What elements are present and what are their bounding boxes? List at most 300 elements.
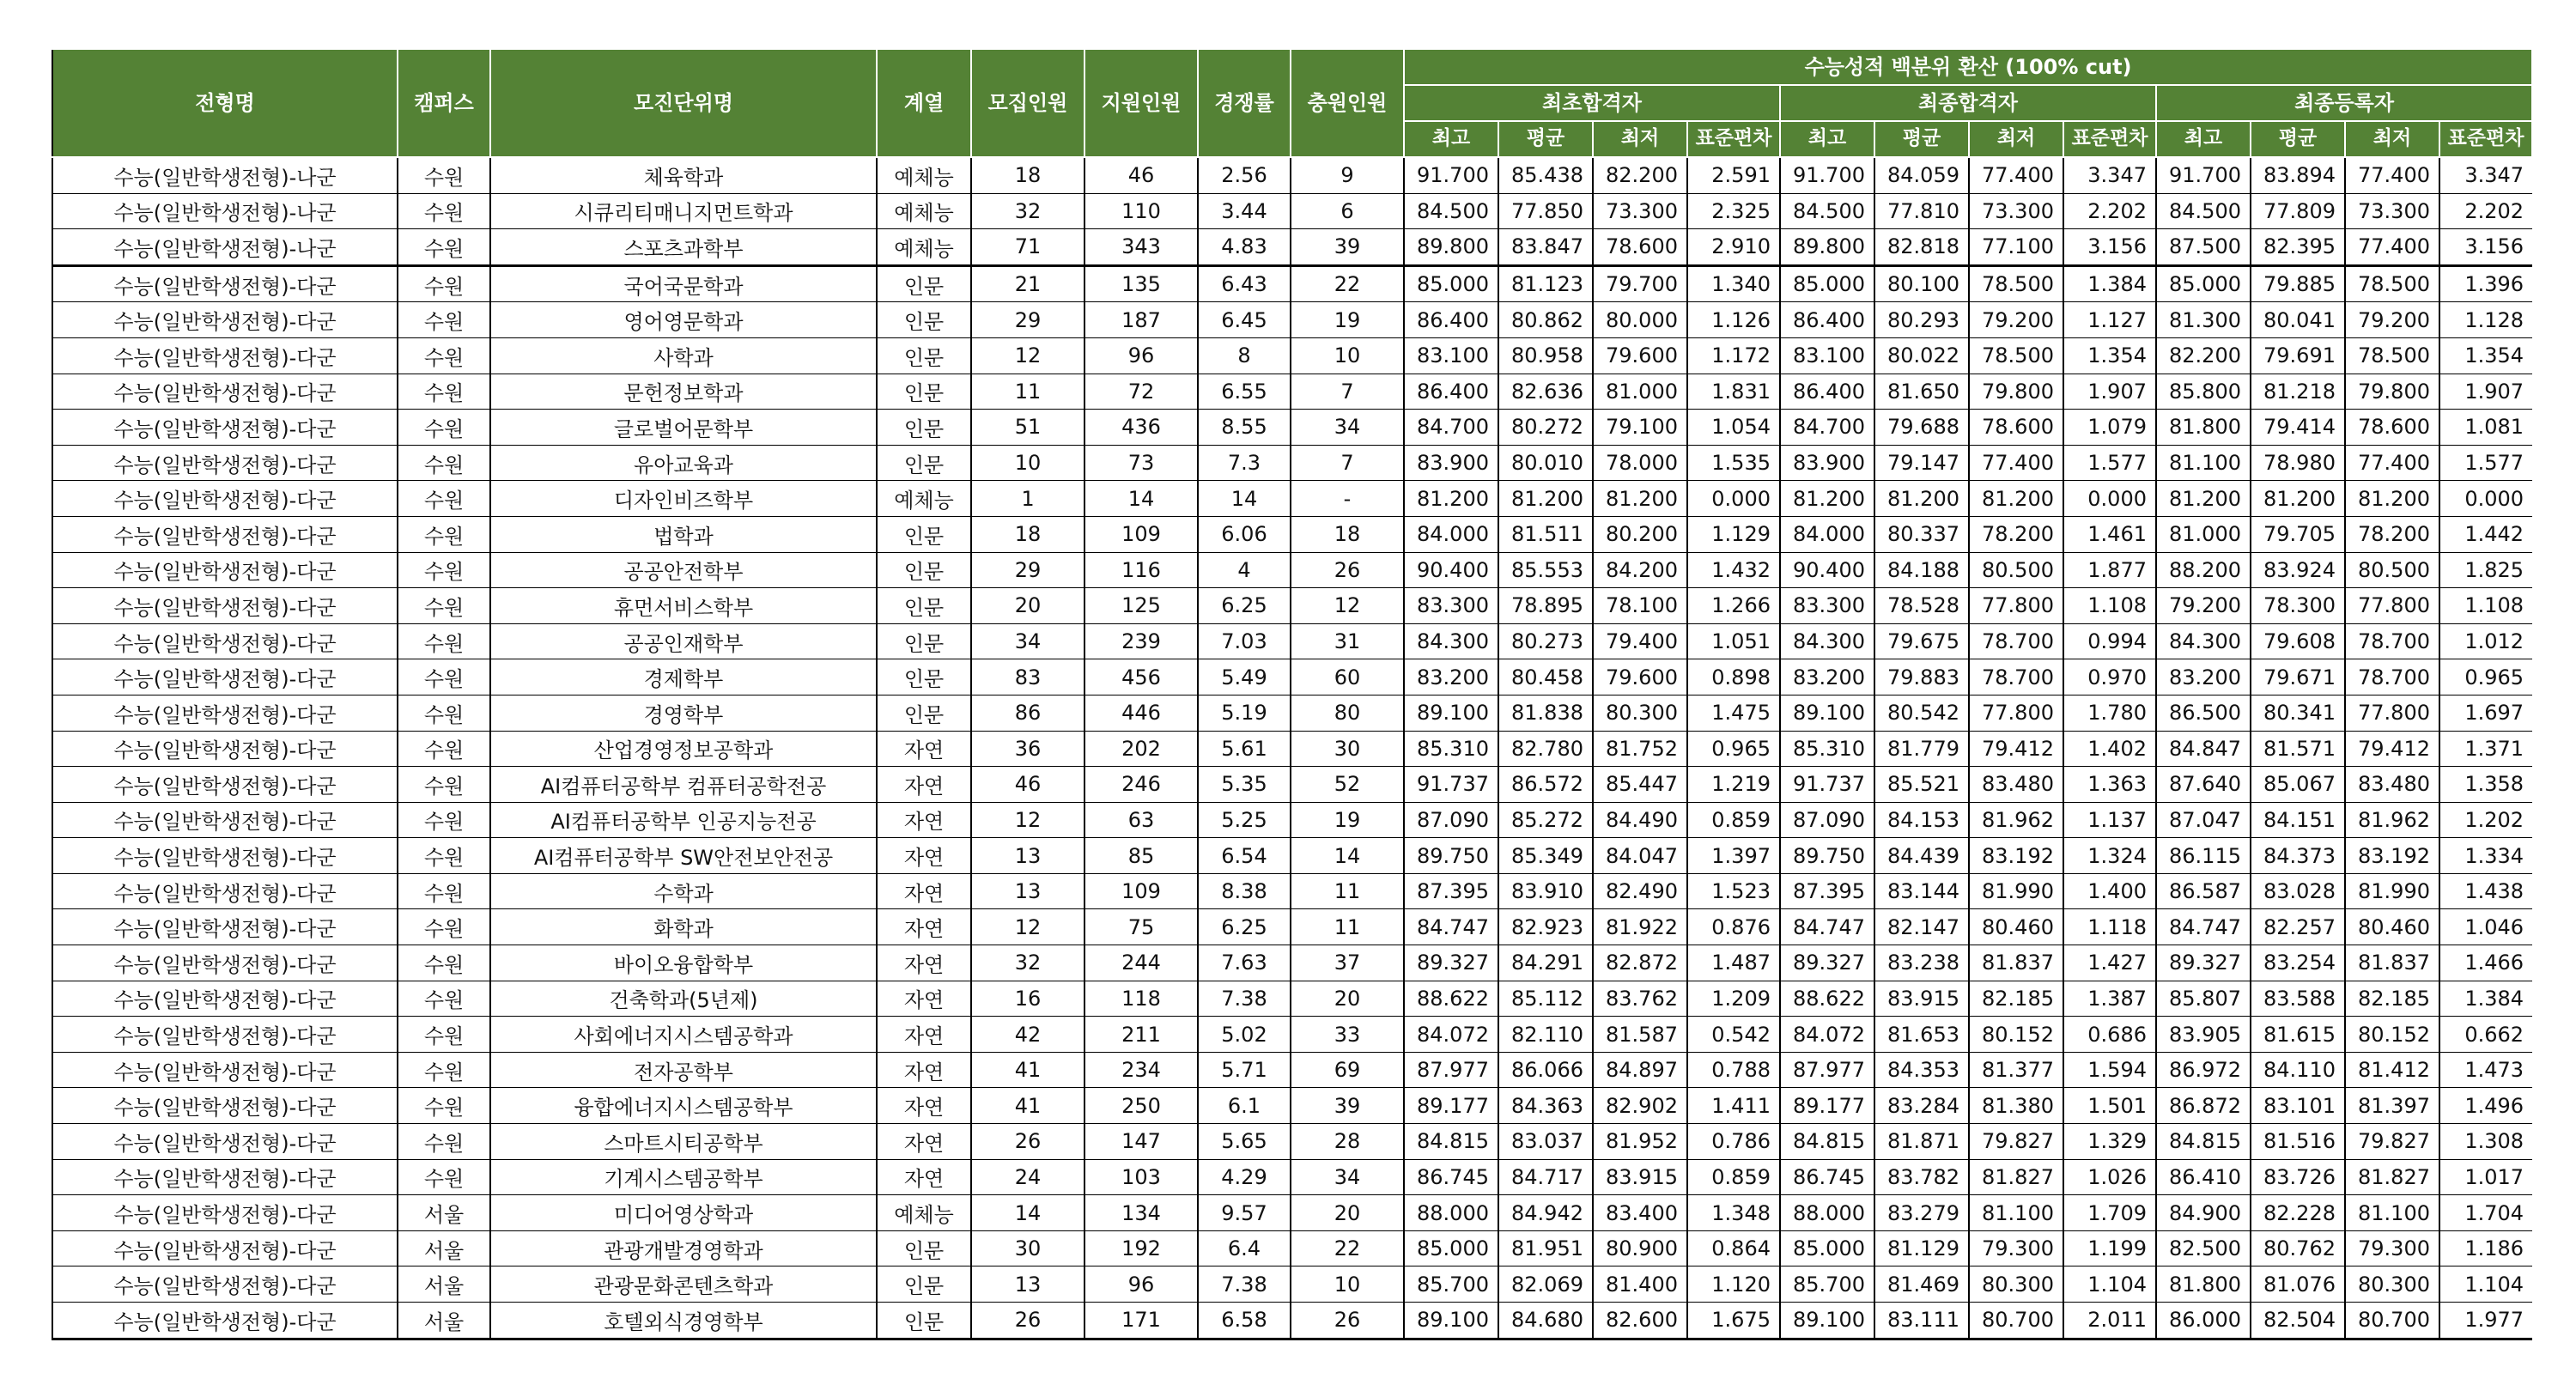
cell-score: 79.412: [1969, 731, 2063, 767]
cell-score: 84.000: [1404, 516, 1498, 552]
cell-score: 1.334: [2439, 838, 2532, 874]
cell-type: 수능(일반학생전형)-다군: [52, 552, 398, 588]
cell-extra: 28: [1291, 1124, 1404, 1160]
cell-score: 1.907: [2063, 374, 2156, 410]
table-row: [52, 374, 2532, 410]
cell-score: 80.500: [2345, 552, 2439, 588]
cell-score: 78.700: [2345, 623, 2439, 659]
cell-score: 81.511: [1498, 516, 1593, 552]
table-row: [52, 873, 2532, 909]
cell-ratio: 5.71: [1198, 1052, 1291, 1088]
cell-campus: 수원: [398, 410, 490, 446]
cell-quota: 12: [971, 909, 1084, 945]
cell-campus: 수원: [398, 552, 490, 588]
cell-type: 수능(일반학생전형)-다군: [52, 1052, 398, 1088]
table-row: [52, 588, 2532, 624]
cell-score: 80.272: [1498, 410, 1593, 446]
cell-unit: 수학과: [490, 873, 877, 909]
cell-score: 85.310: [1404, 731, 1498, 767]
cell-score: 85.000: [1404, 265, 1498, 302]
cell-score: 85.000: [2156, 265, 2251, 302]
cell-score: 1.411: [1687, 1088, 1780, 1124]
cell-score: 85.807: [2156, 981, 2251, 1017]
cell-score: 85.700: [1780, 1266, 1874, 1303]
cell-score: 82.200: [2156, 337, 2251, 374]
cell-score: 81.990: [2345, 873, 2439, 909]
table-row: [52, 157, 2532, 193]
header-stat-min: 최저: [1969, 121, 2063, 157]
cell-score: 0.000: [1687, 481, 1780, 517]
cell-score: 81.100: [1969, 1195, 2063, 1231]
cell-score: 81.587: [1593, 1017, 1687, 1053]
cell-ratio: 5.02: [1198, 1017, 1291, 1053]
cell-score: 81.123: [1498, 265, 1593, 302]
cell-score: 80.300: [1593, 695, 1687, 731]
cell-quota: 11: [971, 374, 1084, 410]
cell-score: 2.325: [1687, 193, 1780, 229]
table-row: [52, 229, 2532, 266]
cell-ratio: 7.38: [1198, 981, 1291, 1017]
cell-score: 88.200: [2156, 552, 2251, 588]
cell-extra: 34: [1291, 1159, 1404, 1195]
cell-quota: 34: [971, 623, 1084, 659]
cell-score: 84.153: [1874, 802, 1969, 838]
cell-score: 77.800: [2345, 695, 2439, 731]
cell-field: 자연: [877, 1124, 971, 1160]
cell-campus: 수원: [398, 945, 490, 981]
cell-score: 83.915: [1593, 1159, 1687, 1195]
cell-score: 81.200: [1498, 481, 1593, 517]
cell-score: 83.900: [1780, 445, 1874, 481]
cell-score: 81.952: [1593, 1124, 1687, 1160]
cell-unit: 산업경영정보공학과: [490, 731, 877, 767]
cell-field: 자연: [877, 873, 971, 909]
cell-score: 0.864: [1687, 1230, 1780, 1266]
cell-score: 1.108: [2439, 588, 2532, 624]
cell-score: 83.192: [2345, 838, 2439, 874]
cell-score: 79.827: [2345, 1124, 2439, 1160]
cell-score: 85.067: [2251, 767, 2345, 803]
cell-score: 83.300: [1404, 588, 1498, 624]
cell-score: 86.500: [2156, 695, 2251, 731]
cell-score: 89.177: [1404, 1088, 1498, 1124]
cell-score: 78.200: [1969, 516, 2063, 552]
cell-score: 1.371: [2439, 731, 2532, 767]
cell-score: 84.047: [1593, 838, 1687, 874]
cell-score: 86.400: [1404, 374, 1498, 410]
cell-score: 84.200: [1593, 552, 1687, 588]
cell-field: 인문: [877, 516, 971, 552]
cell-score: 0.786: [1687, 1124, 1780, 1160]
cell-quota: 12: [971, 337, 1084, 374]
cell-type: 수능(일반학생전형)-다군: [52, 731, 398, 767]
table-row: [52, 945, 2532, 981]
cell-score: 83.144: [1874, 873, 1969, 909]
cell-score: 84.300: [1780, 623, 1874, 659]
cell-score: 86.000: [2156, 1303, 2251, 1339]
cell-field: 예체능: [877, 229, 971, 266]
cell-campus: 수원: [398, 838, 490, 874]
cell-quota: 29: [971, 302, 1084, 338]
cell-field: 인문: [877, 552, 971, 588]
cell-score: 78.700: [2345, 659, 2439, 696]
cell-score: 83.100: [1404, 337, 1498, 374]
cell-score: 0.000: [2063, 481, 2156, 517]
table-row: [52, 337, 2532, 374]
header-ratio: 경쟁률: [1198, 49, 1291, 157]
cell-score: 84.353: [1874, 1052, 1969, 1088]
cell-score: 81.650: [1874, 374, 1969, 410]
cell-score: 84.500: [1780, 193, 1874, 229]
cell-type: 수능(일반학생전형)-다군: [52, 945, 398, 981]
cell-score: 85.310: [1780, 731, 1874, 767]
cell-score: 84.847: [2156, 731, 2251, 767]
table-row: [52, 623, 2532, 659]
cell-extra: 14: [1291, 838, 1404, 874]
cell-campus: 수원: [398, 374, 490, 410]
cell-score: 81.300: [2156, 302, 2251, 338]
cell-field: 자연: [877, 981, 971, 1017]
cell-score: 79.412: [2345, 731, 2439, 767]
cell-applicants: 109: [1084, 873, 1198, 909]
cell-field: 인문: [877, 659, 971, 696]
cell-score: 83.480: [1969, 767, 2063, 803]
cell-unit: 관광문화콘텐츠학과: [490, 1266, 877, 1303]
cell-unit: AI컴퓨터공학부 컴퓨터공학전공: [490, 767, 877, 803]
cell-score: 87.977: [1780, 1052, 1874, 1088]
cell-score: 81.377: [1969, 1052, 2063, 1088]
header-score-group: 수능성적 백분위 환산 (100% cut): [1404, 49, 2532, 85]
cell-field: 자연: [877, 1088, 971, 1124]
cell-score: 81.827: [2345, 1159, 2439, 1195]
cell-score: 81.000: [2156, 516, 2251, 552]
cell-score: 83.894: [2251, 157, 2345, 193]
cell-applicants: 239: [1084, 623, 1198, 659]
cell-applicants: 75: [1084, 909, 1198, 945]
cell-score: 1.128: [2439, 302, 2532, 338]
cell-score: 81.837: [1969, 945, 2063, 981]
cell-score: 1.877: [2063, 552, 2156, 588]
cell-score: 83.480: [2345, 767, 2439, 803]
cell-quota: 16: [971, 981, 1084, 1017]
cell-score: 83.254: [2251, 945, 2345, 981]
cell-score: 85.447: [1593, 767, 1687, 803]
cell-ratio: 8.55: [1198, 410, 1291, 446]
cell-ratio: 3.44: [1198, 193, 1291, 229]
cell-extra: 11: [1291, 873, 1404, 909]
cell-unit: 유아교육과: [490, 445, 877, 481]
cell-quota: 20: [971, 588, 1084, 624]
cell-applicants: 246: [1084, 767, 1198, 803]
cell-applicants: 103: [1084, 1159, 1198, 1195]
cell-score: 79.671: [2251, 659, 2345, 696]
cell-quota: 32: [971, 193, 1084, 229]
cell-score: 78.980: [2251, 445, 2345, 481]
cell-score: 79.700: [1593, 265, 1687, 302]
cell-score: 85.112: [1498, 981, 1593, 1017]
cell-score: 81.653: [1874, 1017, 1969, 1053]
header-stat-avg: 평균: [2251, 121, 2345, 157]
cell-score: 1.438: [2439, 873, 2532, 909]
cell-ratio: 8.38: [1198, 873, 1291, 909]
cell-extra: 12: [1291, 588, 1404, 624]
cell-extra: -: [1291, 481, 1404, 517]
cell-score: 1.535: [1687, 445, 1780, 481]
cell-score: 84.900: [2156, 1195, 2251, 1231]
cell-score: 78.895: [1498, 588, 1593, 624]
cell-score: 82.923: [1498, 909, 1593, 945]
header-group-registered: 최종등록자: [2156, 85, 2532, 121]
cell-score: 1.199: [2063, 1230, 2156, 1266]
cell-score: 78.600: [1593, 229, 1687, 266]
cell-ratio: 4.29: [1198, 1159, 1291, 1195]
cell-score: 79.691: [2251, 337, 2345, 374]
cell-score: 84.747: [2156, 909, 2251, 945]
cell-extra: 18: [1291, 516, 1404, 552]
cell-unit: 화학과: [490, 909, 877, 945]
cell-score: 80.293: [1874, 302, 1969, 338]
cell-extra: 11: [1291, 909, 1404, 945]
cell-campus: 수원: [398, 229, 490, 266]
table-body: [52, 157, 2532, 1339]
cell-ratio: 5.61: [1198, 731, 1291, 767]
cell-score: 2.202: [2063, 193, 2156, 229]
table-row: [52, 1230, 2532, 1266]
cell-score: 80.200: [1593, 516, 1687, 552]
cell-score: 78.300: [2251, 588, 2345, 624]
cell-score: 78.200: [2345, 516, 2439, 552]
cell-extra: 80: [1291, 695, 1404, 731]
cell-score: 80.900: [1593, 1230, 1687, 1266]
cell-score: 84.110: [2251, 1052, 2345, 1088]
cell-score: 1.348: [1687, 1195, 1780, 1231]
cell-score: 84.439: [1874, 838, 1969, 874]
cell-score: 1.523: [1687, 873, 1780, 909]
cell-score: 81.837: [2345, 945, 2439, 981]
cell-score: 0.000: [2439, 481, 2532, 517]
cell-extra: 26: [1291, 552, 1404, 588]
cell-score: 80.000: [1593, 302, 1687, 338]
cell-score: 85.349: [1498, 838, 1593, 874]
cell-field: 자연: [877, 945, 971, 981]
table-row: [52, 1195, 2532, 1231]
cell-applicants: 135: [1084, 265, 1198, 302]
header-applicants: 지원인원: [1084, 49, 1198, 157]
cell-score: 81.129: [1874, 1230, 1969, 1266]
cell-ratio: 6.45: [1198, 302, 1291, 338]
cell-ratio: 4.83: [1198, 229, 1291, 266]
cell-extra: 22: [1291, 265, 1404, 302]
cell-ratio: 6.55: [1198, 374, 1291, 410]
cell-score: 85.000: [1780, 1230, 1874, 1266]
cell-score: 83.279: [1874, 1195, 1969, 1231]
cell-campus: 수원: [398, 695, 490, 731]
cell-unit: 호텔외식경영학부: [490, 1303, 877, 1339]
cell-score: 86.400: [1780, 374, 1874, 410]
cell-score: 83.900: [1404, 445, 1498, 481]
cell-unit: 사학과: [490, 337, 877, 374]
cell-score: 81.838: [1498, 695, 1593, 731]
header-stat-max: 최고: [2156, 121, 2251, 157]
cell-score: 79.608: [2251, 623, 2345, 659]
cell-campus: 수원: [398, 193, 490, 229]
cell-score: 3.347: [2439, 157, 2532, 193]
table-row: [52, 1017, 2532, 1053]
cell-score: 81.200: [1593, 481, 1687, 517]
cell-score: 1.104: [2439, 1266, 2532, 1303]
cell-score: 1.118: [2063, 909, 2156, 945]
cell-field: 인문: [877, 445, 971, 481]
cell-score: 89.177: [1780, 1088, 1874, 1124]
cell-score: 86.115: [2156, 838, 2251, 874]
cell-score: 77.850: [1498, 193, 1593, 229]
cell-score: 85.438: [1498, 157, 1593, 193]
cell-score: 1.384: [2063, 265, 2156, 302]
cell-score: 91.700: [2156, 157, 2251, 193]
cell-score: 83.037: [1498, 1124, 1593, 1160]
cell-score: 3.156: [2439, 229, 2532, 266]
table-row: [52, 193, 2532, 229]
cell-applicants: 147: [1084, 1124, 1198, 1160]
cell-score: 1.825: [2439, 552, 2532, 588]
cell-applicants: 134: [1084, 1195, 1198, 1231]
table-row: [52, 265, 2532, 302]
cell-score: 81.200: [2251, 481, 2345, 517]
cell-score: 1.340: [1687, 265, 1780, 302]
cell-score: 81.100: [2156, 445, 2251, 481]
cell-score: 1.709: [2063, 1195, 2156, 1231]
cell-extra: 69: [1291, 1052, 1404, 1088]
cell-quota: 42: [971, 1017, 1084, 1053]
cell-applicants: 63: [1084, 802, 1198, 838]
header-campus: 캠퍼스: [398, 49, 490, 157]
cell-score: 1.363: [2063, 767, 2156, 803]
cell-unit: 글로벌어문학부: [490, 410, 877, 446]
cell-score: 85.000: [1404, 1230, 1498, 1266]
cell-score: 1.046: [2439, 909, 2532, 945]
cell-unit: 관광개발경영학과: [490, 1230, 877, 1266]
cell-ratio: 6.4: [1198, 1230, 1291, 1266]
cell-score: 81.951: [1498, 1230, 1593, 1266]
cell-score: 83.782: [1874, 1159, 1969, 1195]
cell-campus: 수원: [398, 481, 490, 517]
cell-score: 85.000: [1780, 265, 1874, 302]
cell-unit: AI컴퓨터공학부 인공지능전공: [490, 802, 877, 838]
cell-unit: 체육학과: [490, 157, 877, 193]
cell-score: 83.284: [1874, 1088, 1969, 1124]
cell-score: 91.737: [1404, 767, 1498, 803]
cell-applicants: 446: [1084, 695, 1198, 731]
cell-extra: 34: [1291, 410, 1404, 446]
cell-unit: 공공안전학부: [490, 552, 877, 588]
cell-type: 수능(일반학생전형)-다군: [52, 909, 398, 945]
table-row: [52, 695, 2532, 731]
cell-score: 77.400: [2345, 157, 2439, 193]
table-row: [52, 802, 2532, 838]
cell-quota: 41: [971, 1088, 1084, 1124]
cell-field: 예체능: [877, 481, 971, 517]
cell-score: 81.571: [2251, 731, 2345, 767]
cell-score: 89.100: [1780, 1303, 1874, 1339]
cell-score: 82.636: [1498, 374, 1593, 410]
cell-score: 1.594: [2063, 1052, 2156, 1088]
cell-score: 84.500: [1404, 193, 1498, 229]
cell-campus: 수원: [398, 1052, 490, 1088]
cell-score: 1.127: [2063, 302, 2156, 338]
cell-score: 0.859: [1687, 802, 1780, 838]
cell-score: 0.994: [2063, 623, 2156, 659]
cell-score: 81.615: [2251, 1017, 2345, 1053]
cell-quota: 24: [971, 1159, 1084, 1195]
cell-score: 83.924: [2251, 552, 2345, 588]
cell-score: 84.072: [1404, 1017, 1498, 1053]
cell-quota: 14: [971, 1195, 1084, 1231]
cell-score: 81.200: [1404, 481, 1498, 517]
cell-unit: 융합에너지시스템공학부: [490, 1088, 877, 1124]
cell-campus: 서울: [398, 1303, 490, 1339]
cell-quota: 36: [971, 731, 1084, 767]
cell-score: 84.188: [1874, 552, 1969, 588]
cell-score: 77.100: [1969, 229, 2063, 266]
header-stat-max: 최고: [1404, 121, 1498, 157]
cell-score: 90.400: [1404, 552, 1498, 588]
cell-score: 1.704: [2439, 1195, 2532, 1231]
cell-score: 80.458: [1498, 659, 1593, 696]
cell-score: 1.780: [2063, 695, 2156, 731]
cell-score: 80.862: [1498, 302, 1593, 338]
cell-score: 1.577: [2439, 445, 2532, 481]
cell-score: 81.871: [1874, 1124, 1969, 1160]
cell-applicants: 436: [1084, 410, 1198, 446]
cell-type: 수능(일반학생전형)-다군: [52, 767, 398, 803]
cell-type: 수능(일반학생전형)-다군: [52, 374, 398, 410]
cell-score: 1.120: [1687, 1266, 1780, 1303]
cell-score: 77.400: [2345, 229, 2439, 266]
cell-ratio: 2.56: [1198, 157, 1291, 193]
table-row: [52, 659, 2532, 696]
cell-score: 3.347: [2063, 157, 2156, 193]
cell-score: 87.500: [2156, 229, 2251, 266]
cell-score: 82.600: [1593, 1303, 1687, 1339]
cell-score: 84.059: [1874, 157, 1969, 193]
cell-score: 83.200: [1780, 659, 1874, 696]
cell-type: 수능(일반학생전형)-나군: [52, 229, 398, 266]
cell-score: 79.827: [1969, 1124, 2063, 1160]
cell-score: 82.490: [1593, 873, 1687, 909]
cell-applicants: 250: [1084, 1088, 1198, 1124]
cell-score: 79.600: [1593, 337, 1687, 374]
cell-score: 78.600: [1969, 410, 2063, 446]
cell-quota: 10: [971, 445, 1084, 481]
cell-unit: 미디어영상학과: [490, 1195, 877, 1231]
cell-extra: 9: [1291, 157, 1404, 193]
cell-extra: 60: [1291, 659, 1404, 696]
cell-unit: 경영학부: [490, 695, 877, 731]
admission-results-table: [52, 48, 2533, 1340]
cell-type: 수능(일반학생전형)-다군: [52, 1159, 398, 1195]
cell-quota: 41: [971, 1052, 1084, 1088]
cell-type: 수능(일반학생전형)-다군: [52, 1017, 398, 1053]
cell-score: 86.587: [2156, 873, 2251, 909]
cell-score: 1.202: [2439, 802, 2532, 838]
cell-type: 수능(일반학생전형)-다군: [52, 981, 398, 1017]
cell-score: 81.200: [2345, 481, 2439, 517]
cell-type: 수능(일반학생전형)-다군: [52, 588, 398, 624]
cell-ratio: 5.49: [1198, 659, 1291, 696]
cell-field: 자연: [877, 731, 971, 767]
cell-score: 73.300: [1969, 193, 2063, 229]
cell-score: 79.300: [1969, 1230, 2063, 1266]
